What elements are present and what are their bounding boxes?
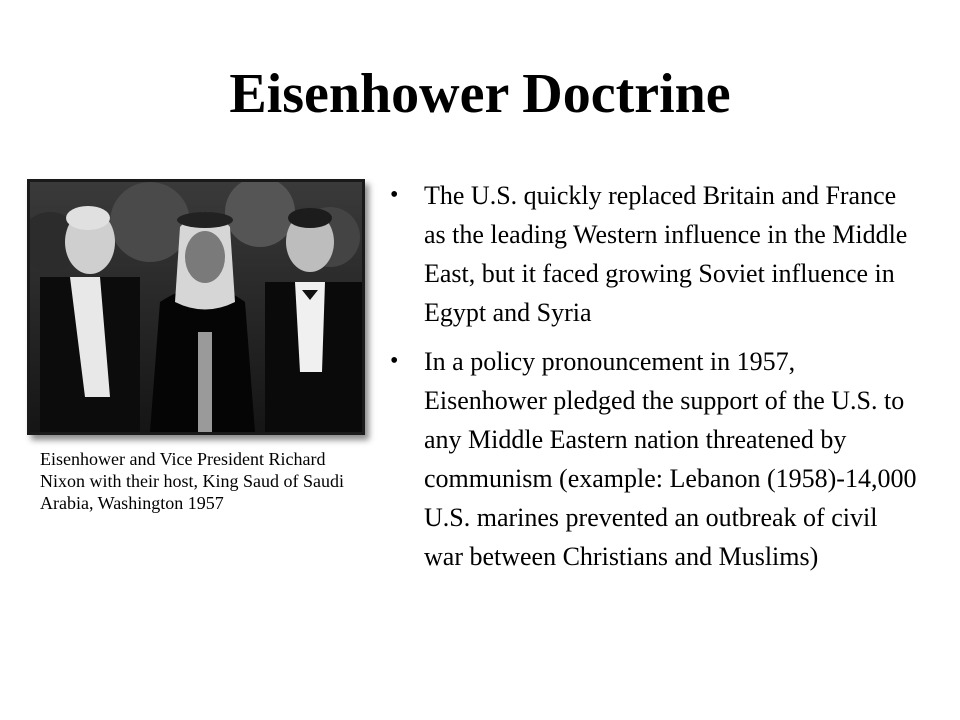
bullet-text: The U.S. quickly replaced Britain and France as the leading Western influence in the Middle East, but it faced growing Soviet influence in Egypt and Syria <box>424 181 908 327</box>
slide-title: Eisenhower Doctrine <box>229 63 731 125</box>
bullet-text: In a policy pronouncement in 1957, Eisenhower pledged the support of the U.S. to any Middle Eastern nation threatened by communism (example: Lebanon (1958)-14,000 U.S. marines prevented an outbreak of civil war between Christians and Muslims) <box>424 347 917 571</box>
bullet-item <box>390 176 920 332</box>
bullet-glyph: • <box>390 182 399 208</box>
bullet-item <box>390 342 920 576</box>
photo-caption: Eisenhower and Vice President Richard Nixon with their host, King Saud of Saudi Arabia, Washington 1957 <box>40 449 344 513</box>
bullet-list <box>390 176 920 586</box>
bullet-glyph: • <box>390 348 399 374</box>
historical-photo <box>27 179 365 435</box>
photo-image <box>30 182 362 432</box>
